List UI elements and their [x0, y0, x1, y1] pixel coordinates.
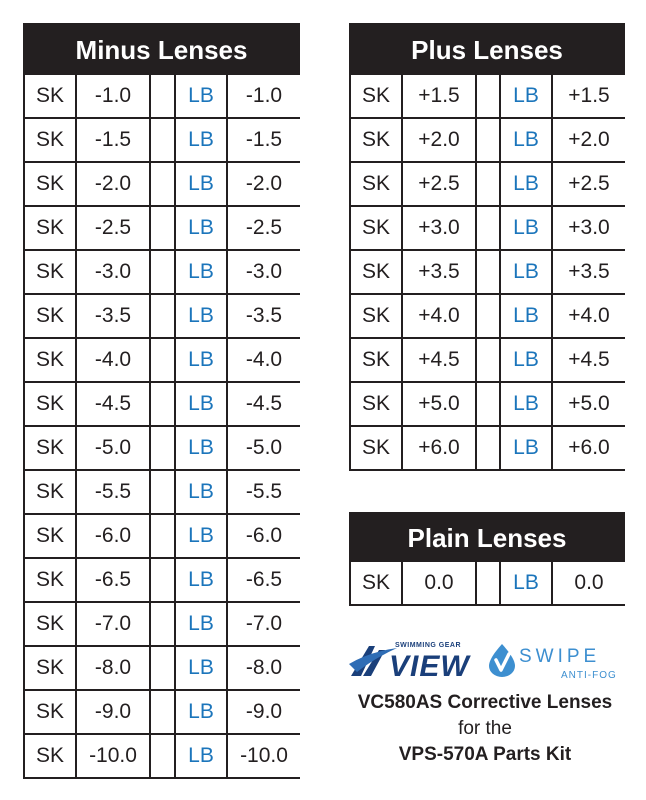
column-spacer: [477, 163, 499, 205]
sk-label: SK: [351, 383, 401, 425]
sk-label: SK: [25, 119, 75, 161]
sk-value: -6.5: [77, 559, 149, 601]
lb-value: -8.0: [228, 647, 300, 689]
lb-label: LB: [501, 383, 551, 425]
sk-label: SK: [25, 603, 75, 645]
lb-label: LB: [176, 163, 226, 205]
sk-label: SK: [25, 735, 75, 777]
plain-lenses-grid: [351, 562, 623, 604]
lb-value: -4.0: [228, 339, 300, 381]
sk-value: -7.0: [77, 603, 149, 645]
lb-value: -6.5: [228, 559, 300, 601]
lb-value: -1.0: [228, 75, 300, 117]
lb-label: LB: [176, 603, 226, 645]
swipe-drop-icon: [487, 642, 517, 678]
lb-value: +4.5: [553, 339, 625, 381]
sk-value: -3.5: [77, 295, 149, 337]
sk-value: -4.0: [77, 339, 149, 381]
sk-label: SK: [25, 163, 75, 205]
column-spacer: [477, 295, 499, 337]
plus-lenses-table: [349, 23, 625, 471]
lb-value: +3.0: [553, 207, 625, 249]
column-spacer: [151, 691, 174, 733]
column-spacer: [477, 383, 499, 425]
sk-value: +4.5: [403, 339, 475, 381]
sk-label: SK: [25, 207, 75, 249]
lb-label: LB: [176, 119, 226, 161]
column-spacer: [477, 339, 499, 381]
sk-label: SK: [25, 251, 75, 293]
lb-label: LB: [501, 75, 551, 117]
lb-value: -6.0: [228, 515, 300, 557]
lb-value: -5.5: [228, 471, 300, 513]
lb-label: LB: [501, 119, 551, 161]
lb-label: LB: [176, 471, 226, 513]
lb-value: -9.0: [228, 691, 300, 733]
sk-value: 0.0: [403, 562, 475, 604]
column-spacer: [151, 647, 174, 689]
lb-label: LB: [176, 647, 226, 689]
sk-value: +2.5: [403, 163, 475, 205]
lb-value: -3.5: [228, 295, 300, 337]
column-spacer: [151, 207, 174, 249]
column-spacer: [477, 119, 499, 161]
sk-label: SK: [351, 427, 401, 469]
column-spacer: [151, 251, 174, 293]
lb-label: LB: [176, 251, 226, 293]
lb-label: LB: [501, 427, 551, 469]
brand-logos: [349, 636, 625, 686]
plus-lenses-grid: [351, 75, 623, 469]
lb-value: -5.0: [228, 427, 300, 469]
sk-value: -3.0: [77, 251, 149, 293]
sk-value: +3.0: [403, 207, 475, 249]
sk-value: -2.5: [77, 207, 149, 249]
sk-label: SK: [351, 562, 401, 604]
sk-value: +4.0: [403, 295, 475, 337]
lb-value: -3.0: [228, 251, 300, 293]
sk-label: SK: [25, 647, 75, 689]
lb-value: +5.0: [553, 383, 625, 425]
lb-value: +3.5: [553, 251, 625, 293]
product-caption: [330, 690, 640, 768]
lb-value: +4.0: [553, 295, 625, 337]
column-spacer: [151, 75, 174, 117]
lb-value: +6.0: [553, 427, 625, 469]
lb-label: LB: [176, 383, 226, 425]
column-spacer: [477, 427, 499, 469]
lb-label: LB: [176, 515, 226, 557]
lb-value: -4.5: [228, 383, 300, 425]
minus-lenses-table: [23, 23, 300, 779]
sk-label: SK: [351, 339, 401, 381]
column-spacer: [151, 163, 174, 205]
lb-label: LB: [501, 562, 551, 604]
sk-value: +2.0: [403, 119, 475, 161]
sk-value: +6.0: [403, 427, 475, 469]
lb-label: LB: [176, 559, 226, 601]
lb-value: -10.0: [228, 735, 300, 777]
column-spacer: [151, 427, 174, 469]
sk-label: SK: [25, 471, 75, 513]
lb-value: -1.5: [228, 119, 300, 161]
lb-value: 0.0: [553, 562, 625, 604]
lb-label: LB: [176, 427, 226, 469]
lb-value: -2.5: [228, 207, 300, 249]
lb-label: LB: [176, 691, 226, 733]
lb-value: +2.5: [553, 163, 625, 205]
column-spacer: [151, 735, 174, 777]
column-spacer: [151, 603, 174, 645]
column-spacer: [477, 251, 499, 293]
sk-label: SK: [351, 119, 401, 161]
lb-label: LB: [501, 295, 551, 337]
lb-label: LB: [176, 735, 226, 777]
sk-label: SK: [25, 515, 75, 557]
lb-label: LB: [501, 163, 551, 205]
column-spacer: [477, 207, 499, 249]
sk-label: SK: [351, 75, 401, 117]
sk-label: SK: [25, 295, 75, 337]
column-spacer: [151, 339, 174, 381]
caption-line-1: VC580AS Corrective Lenses: [357, 692, 613, 713]
sk-value: -5.5: [77, 471, 149, 513]
minus-lenses-title: Minus Lenses: [75, 34, 248, 65]
column-spacer: [151, 383, 174, 425]
minus-lenses-grid: [25, 75, 298, 777]
lb-value: +1.5: [553, 75, 625, 117]
sk-value: +1.5: [403, 75, 475, 117]
column-spacer: [151, 515, 174, 557]
view-tagline: SWIMMING GEAR: [395, 642, 461, 649]
column-spacer: [151, 119, 174, 161]
lb-value: -7.0: [228, 603, 300, 645]
lb-label: LB: [176, 295, 226, 337]
sk-label: SK: [25, 383, 75, 425]
sk-value: -5.0: [77, 427, 149, 469]
column-spacer: [151, 559, 174, 601]
plain-lenses-table: [349, 512, 625, 606]
sk-value: -6.0: [77, 515, 149, 557]
column-spacer: [151, 471, 174, 513]
sk-value: -4.5: [77, 383, 149, 425]
sk-value: -8.0: [77, 647, 149, 689]
sk-value: -9.0: [77, 691, 149, 733]
sk-label: SK: [351, 163, 401, 205]
lb-label: LB: [176, 339, 226, 381]
plain-lenses-title: Plain Lenses: [407, 522, 567, 553]
lb-label: LB: [501, 207, 551, 249]
sk-label: SK: [25, 75, 75, 117]
sk-label: SK: [351, 207, 401, 249]
lb-label: LB: [501, 251, 551, 293]
sk-label: SK: [351, 251, 401, 293]
sk-value: -10.0: [77, 735, 149, 777]
lb-label: LB: [176, 207, 226, 249]
caption-line-3: VPS-570A Parts Kit: [398, 744, 572, 765]
sk-value: -1.0: [77, 75, 149, 117]
sk-value: -1.5: [77, 119, 149, 161]
sk-value: +5.0: [403, 383, 475, 425]
swipe-logo: [487, 642, 627, 686]
lb-label: LB: [501, 339, 551, 381]
column-spacer: [151, 295, 174, 337]
swipe-brand-name: SWIPE: [519, 646, 601, 667]
swipe-tagline: ANTI-FOG: [561, 670, 617, 681]
column-spacer: [477, 562, 499, 604]
lb-value: +2.0: [553, 119, 625, 161]
sk-label: SK: [351, 295, 401, 337]
lb-value: -2.0: [228, 163, 300, 205]
sk-value: -2.0: [77, 163, 149, 205]
sk-label: SK: [25, 559, 75, 601]
sk-label: SK: [25, 427, 75, 469]
lb-label: LB: [176, 75, 226, 117]
sk-label: SK: [25, 339, 75, 381]
caption-line-2: for the: [458, 718, 512, 739]
column-spacer: [477, 75, 499, 117]
sk-value: +3.5: [403, 251, 475, 293]
plus-lenses-title: Plus Lenses: [411, 34, 563, 65]
view-brand-name: VIEW: [389, 650, 470, 683]
sk-label: SK: [25, 691, 75, 733]
view-logo: [349, 638, 469, 682]
